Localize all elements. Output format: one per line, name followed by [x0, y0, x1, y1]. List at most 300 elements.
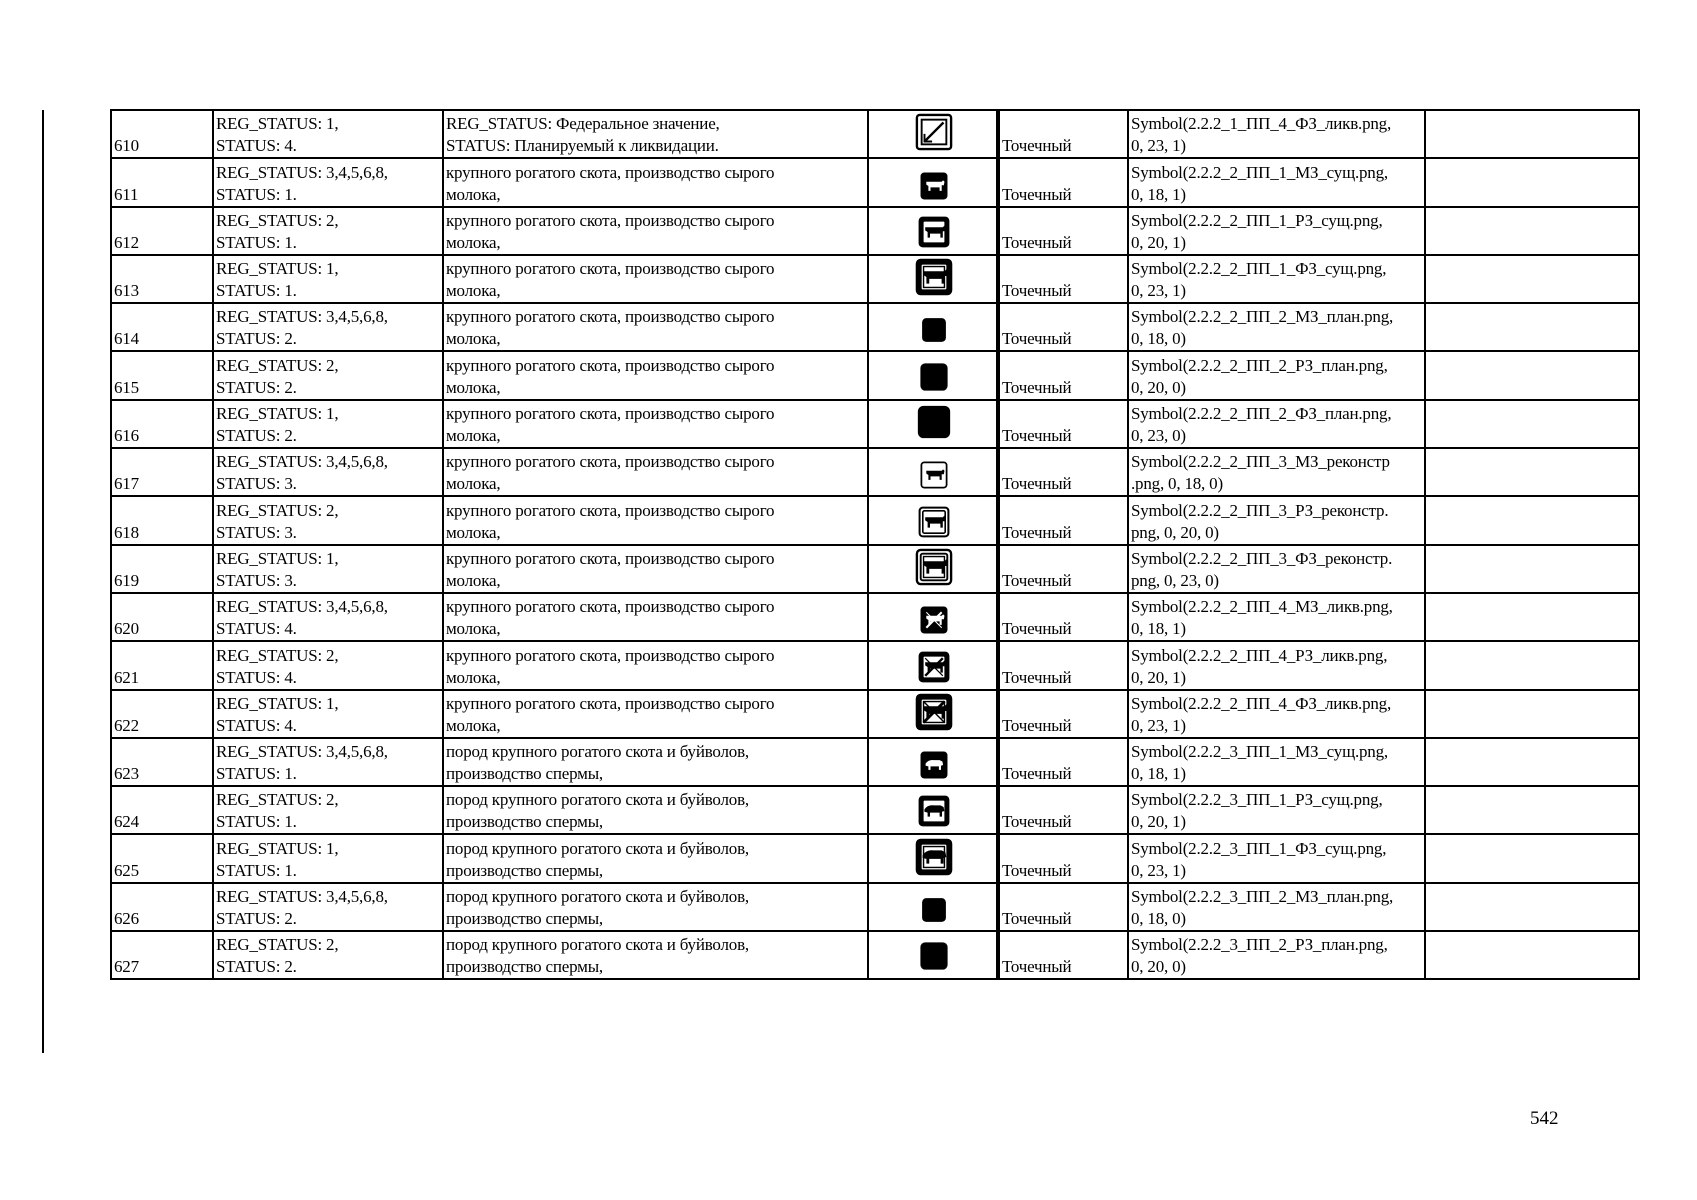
- empty-cell: [1425, 545, 1639, 593]
- geometry-type-cell: [998, 834, 1128, 882]
- row-number: 617: [114, 474, 139, 494]
- table-row: [111, 834, 1639, 882]
- reg-status-line: REG_STATUS: 1,: [216, 838, 339, 858]
- page-number: 542: [1530, 1108, 1559, 1129]
- description-line-2: молока,: [446, 232, 501, 252]
- symbol-spec-cell: [1128, 158, 1425, 206]
- geometry-type: Точечный: [1002, 764, 1072, 784]
- table-row: [111, 738, 1639, 786]
- symbol-spec-line-1: Symbol(2.2.2_2_ПП_4_РЗ_ликв.png,: [1131, 645, 1388, 665]
- row-number: 615: [114, 377, 139, 397]
- description-line-1: крупного рогатого скота, производство сырого: [446, 307, 775, 327]
- description-line-2: молока,: [446, 667, 501, 687]
- empty-cell: [1425, 158, 1639, 206]
- row-number: 616: [114, 426, 139, 446]
- geometry-type-cell: [998, 207, 1128, 255]
- row-number: 610: [114, 136, 139, 156]
- row-number-cell: [111, 931, 213, 979]
- geometry-type-cell: [998, 496, 1128, 544]
- symbol-icon-cell: [868, 255, 998, 303]
- symbol-icon-cell: [868, 158, 998, 206]
- symbol-spec-line-1: Symbol(2.2.2_2_ПП_1_МЗ_сущ.png,: [1131, 162, 1388, 182]
- geometry-type: Точечный: [1002, 474, 1072, 494]
- symbol-spec-line-2: .png, 0, 18, 0): [1131, 474, 1223, 494]
- symbol-spec-line-2: 0, 20, 0): [1131, 377, 1186, 397]
- liquidation-icon: [915, 113, 953, 157]
- symbol-spec-line-1: Symbol(2.2.2_2_ПП_4_МЗ_ликв.png,: [1131, 597, 1393, 617]
- symbol-spec-line-2: 0, 23, 1): [1131, 136, 1186, 156]
- empty-cell: [1425, 303, 1639, 351]
- row-number: 621: [114, 667, 139, 687]
- cow-icon: [915, 548, 953, 592]
- row-number-cell: [111, 400, 213, 448]
- status-line: STATUS: 2.: [216, 329, 297, 349]
- cow-icon: [918, 651, 950, 689]
- description-cell: [443, 448, 868, 496]
- row-number: 622: [114, 715, 139, 735]
- description-line-2: производство спермы,: [446, 957, 603, 977]
- symbol-spec-line-2: 0, 18, 1): [1131, 619, 1186, 639]
- geometry-type: Точечный: [1002, 860, 1072, 880]
- symbol-spec-cell: [1128, 641, 1425, 689]
- geometry-type-cell: [998, 883, 1128, 931]
- geometry-type: Точечный: [1002, 232, 1072, 252]
- reg-status-cell: [213, 303, 443, 351]
- reg-status-line: REG_STATUS: 2,: [216, 500, 339, 520]
- reg-status-cell: [213, 255, 443, 303]
- reg-status-cell: [213, 351, 443, 399]
- reg-status-line: REG_STATUS: 1,: [216, 693, 339, 713]
- description-line-2: производство спермы,: [446, 764, 603, 784]
- row-number-cell: [111, 303, 213, 351]
- row-number-cell: [111, 690, 213, 738]
- reg-status-cell: [213, 786, 443, 834]
- empty-cell: [1425, 496, 1639, 544]
- cow-icon: [920, 172, 948, 206]
- description-line-2: производство спермы,: [446, 909, 603, 929]
- geometry-type: Точечный: [1002, 184, 1072, 204]
- reg-status-line: REG_STATUS: 1,: [216, 114, 339, 134]
- geometry-type: Точечный: [1002, 715, 1072, 735]
- symbol-spec-line-1: Symbol(2.2.2_3_ПП_1_РЗ_сущ.png,: [1131, 790, 1383, 810]
- table-row: [111, 593, 1639, 641]
- table-row: [111, 448, 1639, 496]
- reg-status-cell: [213, 207, 443, 255]
- reg-status-cell: [213, 641, 443, 689]
- status-line: STATUS: 3.: [216, 474, 297, 494]
- geometry-type: Точечный: [1002, 619, 1072, 639]
- symbol-spec-line-1: Symbol(2.2.2_2_ПП_2_ФЗ_план.png,: [1131, 404, 1392, 424]
- geometry-type-cell: [998, 738, 1128, 786]
- symbol-spec-line-2: 0, 18, 0): [1131, 329, 1186, 349]
- solid-square-icon: [915, 403, 953, 447]
- symbol-spec-cell: [1128, 690, 1425, 738]
- status-line: STATUS: 2.: [216, 426, 297, 446]
- status-line: STATUS: 1.: [216, 184, 297, 204]
- description-line-2: молока,: [446, 570, 501, 590]
- geometry-type-cell: [998, 690, 1128, 738]
- description-line-1: крупного рогатого скота, производство сырого: [446, 404, 775, 424]
- row-number: 619: [114, 570, 139, 590]
- symbol-icon-cell: [868, 883, 998, 931]
- reg-status-line: REG_STATUS: 2,: [216, 210, 339, 230]
- description-cell: [443, 786, 868, 834]
- symbol-icon-cell: [868, 303, 998, 351]
- symbol-spec-line-2: 0, 20, 1): [1131, 667, 1186, 687]
- symbol-spec-cell: [1128, 255, 1425, 303]
- symbol-spec-line-1: Symbol(2.2.2_2_ПП_2_МЗ_план.png,: [1131, 307, 1394, 327]
- description-line-1: крупного рогатого скота, производство сырого: [446, 548, 775, 568]
- status-line: STATUS: 1.: [216, 860, 297, 880]
- symbol-spec-line-2: png, 0, 20, 0): [1131, 522, 1219, 542]
- reg-status-line: REG_STATUS: 3,4,5,6,8,: [216, 162, 388, 182]
- description-line-1: пород крупного рогатого скота и буйволов,: [446, 935, 749, 955]
- table-row: [111, 690, 1639, 738]
- symbol-spec-line-2: 0, 20, 0): [1131, 957, 1186, 977]
- description-line-2: молока,: [446, 715, 501, 735]
- description-line-1: крупного рогатого скота, производство сырого: [446, 355, 775, 375]
- geometry-type-cell: [998, 931, 1128, 979]
- table-row: [111, 207, 1639, 255]
- status-line: STATUS: 2.: [216, 909, 297, 929]
- empty-cell: [1425, 690, 1639, 738]
- symbol-spec-line-1: Symbol(2.2.2_2_ПП_3_ФЗ_реконстр.: [1131, 548, 1393, 568]
- row-number: 618: [114, 522, 139, 542]
- row-number-cell: [111, 448, 213, 496]
- reg-status-cell: [213, 110, 443, 158]
- margin-line: [42, 110, 44, 1053]
- reg-status-line: REG_STATUS: 3,4,5,6,8,: [216, 742, 388, 762]
- status-line: STATUS: 4.: [216, 667, 297, 687]
- solid-square-icon: [918, 361, 950, 399]
- geometry-type-cell: [998, 786, 1128, 834]
- symbol-spec-line-1: Symbol(2.2.2_2_ПП_1_ФЗ_сущ.png,: [1131, 259, 1387, 279]
- reg-status-cell: [213, 690, 443, 738]
- row-number: 614: [114, 329, 139, 349]
- row-number-cell: [111, 255, 213, 303]
- cow-icon: [915, 258, 953, 302]
- reg-status-cell: [213, 158, 443, 206]
- description-cell: [443, 110, 868, 158]
- reg-status-cell: [213, 738, 443, 786]
- cow-icon: [915, 693, 953, 737]
- table-row: [111, 883, 1639, 931]
- symbol-spec-cell: [1128, 545, 1425, 593]
- status-line: STATUS: 3.: [216, 570, 297, 590]
- geometry-type-cell: [998, 158, 1128, 206]
- table-row: [111, 158, 1639, 206]
- row-number-cell: [111, 351, 213, 399]
- symbol-table-body: [111, 110, 1639, 979]
- row-number: 624: [114, 812, 139, 832]
- cow-icon: [920, 461, 948, 495]
- description-cell: [443, 303, 868, 351]
- empty-cell: [1425, 207, 1639, 255]
- description-cell: [443, 158, 868, 206]
- status-line: STATUS: 1.: [216, 764, 297, 784]
- description-line-2: молока,: [446, 474, 501, 494]
- description-line-1: крупного рогатого скота, производство сырого: [446, 500, 775, 520]
- symbol-spec-cell: [1128, 738, 1425, 786]
- symbol-spec-line-2: 0, 23, 1): [1131, 715, 1186, 735]
- symbol-spec-cell: [1128, 593, 1425, 641]
- geometry-type: Точечный: [1002, 957, 1072, 977]
- table-row: [111, 545, 1639, 593]
- symbol-spec-line-2: 0, 23, 1): [1131, 860, 1186, 880]
- description-cell: [443, 834, 868, 882]
- row-number-cell: [111, 593, 213, 641]
- symbol-spec-line-1: Symbol(2.2.2_2_ПП_3_МЗ_реконстр: [1131, 452, 1390, 472]
- symbol-icon-cell: [868, 738, 998, 786]
- row-number: 623: [114, 764, 139, 784]
- geometry-type: Точечный: [1002, 329, 1072, 349]
- geometry-type: Точечный: [1002, 570, 1072, 590]
- row-number: 611: [114, 184, 139, 204]
- description-line-2: производство спермы,: [446, 860, 603, 880]
- description-line-1: REG_STATUS: Федеральное значение,: [446, 114, 720, 134]
- reg-status-line: REG_STATUS: 3,4,5,6,8,: [216, 452, 388, 472]
- row-number-cell: [111, 883, 213, 931]
- description-line-1: крупного рогатого скота, производство сырого: [446, 259, 775, 279]
- row-number: 626: [114, 909, 139, 929]
- row-number: 625: [114, 860, 139, 880]
- table-row: [111, 400, 1639, 448]
- symbol-spec-cell: [1128, 110, 1425, 158]
- row-number-cell: [111, 545, 213, 593]
- symbol-spec-cell: [1128, 931, 1425, 979]
- geometry-type-cell: [998, 110, 1128, 158]
- row-number-cell: [111, 786, 213, 834]
- geometry-type-cell: [998, 593, 1128, 641]
- reg-status-line: REG_STATUS: 2,: [216, 935, 339, 955]
- reg-status-line: REG_STATUS: 2,: [216, 645, 339, 665]
- geometry-type-cell: [998, 400, 1128, 448]
- symbol-spec-line-1: Symbol(2.2.2_3_ПП_2_МЗ_план.png,: [1131, 887, 1394, 907]
- buffalo-icon: [918, 795, 950, 833]
- description-line-1: крупного рогатого скота, производство сырого: [446, 645, 775, 665]
- description-cell: [443, 255, 868, 303]
- symbol-spec-cell: [1128, 448, 1425, 496]
- buffalo-icon: [920, 751, 948, 785]
- symbol-spec-line-2: png, 0, 23, 0): [1131, 570, 1219, 590]
- symbol-icon-cell: [868, 351, 998, 399]
- symbol-spec-line-2: 0, 18, 1): [1131, 184, 1186, 204]
- symbol-spec-line-2: 0, 20, 1): [1131, 812, 1186, 832]
- status-line: STATUS: 3.: [216, 522, 297, 542]
- description-line-2: молока,: [446, 281, 501, 301]
- symbol-icon-cell: [868, 834, 998, 882]
- reg-status-cell: [213, 496, 443, 544]
- empty-cell: [1425, 448, 1639, 496]
- status-line: STATUS: 2.: [216, 957, 297, 977]
- solid-square-icon: [918, 940, 950, 978]
- reg-status-line: REG_STATUS: 1,: [216, 404, 339, 424]
- geometry-type-cell: [998, 351, 1128, 399]
- row-number: 612: [114, 232, 139, 252]
- buffalo-icon: [915, 838, 953, 882]
- table-row: [111, 351, 1639, 399]
- symbol-spec-line-2: 0, 18, 1): [1131, 764, 1186, 784]
- symbol-spec-cell: [1128, 786, 1425, 834]
- symbol-icon-cell: [868, 110, 998, 158]
- reg-status-cell: [213, 448, 443, 496]
- symbol-spec-line-2: 0, 20, 1): [1131, 232, 1186, 252]
- reg-status-cell: [213, 834, 443, 882]
- reg-status-cell: [213, 400, 443, 448]
- cow-icon: [920, 606, 948, 640]
- description-cell: [443, 545, 868, 593]
- empty-cell: [1425, 883, 1639, 931]
- geometry-type: Точечный: [1002, 426, 1072, 446]
- symbol-icon-cell: [868, 593, 998, 641]
- empty-cell: [1425, 931, 1639, 979]
- symbol-icon-cell: [868, 931, 998, 979]
- symbol-icon-cell: [868, 207, 998, 255]
- table-row: [111, 931, 1639, 979]
- status-line: STATUS: 2.: [216, 377, 297, 397]
- description-line-2: молока,: [446, 329, 501, 349]
- empty-cell: [1425, 255, 1639, 303]
- row-number: 620: [114, 619, 139, 639]
- row-number-cell: [111, 738, 213, 786]
- geometry-type-cell: [998, 255, 1128, 303]
- cow-icon: [918, 506, 950, 544]
- geometry-type-cell: [998, 545, 1128, 593]
- empty-cell: [1425, 834, 1639, 882]
- symbol-spec-line-1: Symbol(2.2.2_3_ПП_1_ФЗ_сущ.png,: [1131, 838, 1387, 858]
- row-number-cell: [111, 207, 213, 255]
- row-number-cell: [111, 110, 213, 158]
- reg-status-line: REG_STATUS: 2,: [216, 355, 339, 375]
- status-line: STATUS: 4.: [216, 136, 297, 156]
- symbol-spec-cell: [1128, 834, 1425, 882]
- reg-status-line: REG_STATUS: 3,4,5,6,8,: [216, 597, 388, 617]
- reg-status-cell: [213, 883, 443, 931]
- description-cell: [443, 883, 868, 931]
- table-row: [111, 110, 1639, 158]
- empty-cell: [1425, 593, 1639, 641]
- geometry-type-cell: [998, 641, 1128, 689]
- geometry-type: Точечный: [1002, 667, 1072, 687]
- description-cell: [443, 641, 868, 689]
- description-line-1: крупного рогатого скота, производство сырого: [446, 693, 775, 713]
- reg-status-line: REG_STATUS: 3,4,5,6,8,: [216, 887, 388, 907]
- description-cell: [443, 593, 868, 641]
- description-line-2: молока,: [446, 426, 501, 446]
- description-line-1: пород крупного рогатого скота и буйволов,: [446, 742, 749, 762]
- geometry-type-cell: [998, 303, 1128, 351]
- geometry-type: Точечный: [1002, 281, 1072, 301]
- solid-square-icon: [920, 316, 948, 350]
- description-line-2: молока,: [446, 619, 501, 639]
- description-line-2: молока,: [446, 377, 501, 397]
- row-number: 627: [114, 957, 139, 977]
- symbol-icon-cell: [868, 545, 998, 593]
- symbol-icon-cell: [868, 496, 998, 544]
- table-row: [111, 786, 1639, 834]
- table-row: [111, 303, 1639, 351]
- description-line-1: пород крупного рогатого скота и буйволов,: [446, 790, 749, 810]
- symbol-spec-line-1: Symbol(2.2.2_1_ПП_4_ФЗ_ликв.png,: [1131, 114, 1392, 134]
- reg-status-cell: [213, 931, 443, 979]
- solid-square-icon: [920, 896, 948, 930]
- description-line-2: молока,: [446, 184, 501, 204]
- symbol-table: [110, 109, 1640, 980]
- row-number-cell: [111, 834, 213, 882]
- table-row: [111, 255, 1639, 303]
- description-line-1: пород крупного рогатого скота и буйволов,: [446, 838, 749, 858]
- geometry-type: Точечный: [1002, 522, 1072, 542]
- row-number-cell: [111, 641, 213, 689]
- symbol-icon-cell: [868, 400, 998, 448]
- symbol-spec-line-1: Symbol(2.2.2_2_ПП_3_РЗ_реконстр.: [1131, 500, 1389, 520]
- symbol-spec-cell: [1128, 351, 1425, 399]
- status-line: STATUS: 1.: [216, 232, 297, 252]
- description-cell: [443, 400, 868, 448]
- symbol-spec-cell: [1128, 400, 1425, 448]
- description-line-1: крупного рогатого скота, производство сырого: [446, 162, 775, 182]
- description-cell: [443, 496, 868, 544]
- geometry-type: Точечный: [1002, 377, 1072, 397]
- table-row: [111, 496, 1639, 544]
- empty-cell: [1425, 641, 1639, 689]
- symbol-icon-cell: [868, 690, 998, 738]
- description-cell: [443, 931, 868, 979]
- geometry-type: Точечный: [1002, 136, 1072, 156]
- reg-status-line: REG_STATUS: 1,: [216, 259, 339, 279]
- description-cell: [443, 738, 868, 786]
- symbol-icon-cell: [868, 448, 998, 496]
- symbol-spec-line-2: 0, 23, 1): [1131, 281, 1186, 301]
- description-line-1: пород крупного рогатого скота и буйволов,: [446, 887, 749, 907]
- symbol-spec-line-1: Symbol(2.2.2_3_ПП_2_РЗ_план.png,: [1131, 935, 1388, 955]
- status-line: STATUS: 1.: [216, 812, 297, 832]
- description-line-2: молока,: [446, 522, 501, 542]
- description-line-2: STATUS: Планируемый к ликвидации.: [446, 136, 719, 156]
- empty-cell: [1425, 738, 1639, 786]
- geometry-type-cell: [998, 448, 1128, 496]
- symbol-spec-line-1: Symbol(2.2.2_3_ПП_1_МЗ_сущ.png,: [1131, 742, 1388, 762]
- geometry-type: Точечный: [1002, 812, 1072, 832]
- symbol-spec-line-2: 0, 23, 0): [1131, 426, 1186, 446]
- description-line-1: крупного рогатого скота, производство сырого: [446, 210, 775, 230]
- symbol-spec-cell: [1128, 303, 1425, 351]
- symbol-spec-line-2: 0, 18, 0): [1131, 909, 1186, 929]
- reg-status-line: REG_STATUS: 3,4,5,6,8,: [216, 307, 388, 327]
- symbol-icon-cell: [868, 786, 998, 834]
- status-line: STATUS: 1.: [216, 281, 297, 301]
- row-number-cell: [111, 496, 213, 544]
- empty-cell: [1425, 400, 1639, 448]
- description-cell: [443, 351, 868, 399]
- row-number-cell: [111, 158, 213, 206]
- empty-cell: [1425, 110, 1639, 158]
- description-cell: [443, 207, 868, 255]
- reg-status-cell: [213, 593, 443, 641]
- reg-status-line: REG_STATUS: 2,: [216, 790, 339, 810]
- status-line: STATUS: 4.: [216, 619, 297, 639]
- symbol-spec-line-1: Symbol(2.2.2_2_ПП_1_РЗ_сущ.png,: [1131, 210, 1383, 230]
- symbol-spec-line-1: Symbol(2.2.2_2_ПП_2_РЗ_план.png,: [1131, 355, 1388, 375]
- symbol-spec-cell: [1128, 883, 1425, 931]
- row-number: 613: [114, 281, 139, 301]
- symbol-spec-line-1: Symbol(2.2.2_2_ПП_4_ФЗ_ликв.png,: [1131, 693, 1392, 713]
- empty-cell: [1425, 786, 1639, 834]
- table-row: [111, 641, 1639, 689]
- empty-cell: [1425, 351, 1639, 399]
- cow-icon: [918, 216, 950, 254]
- reg-status-cell: [213, 545, 443, 593]
